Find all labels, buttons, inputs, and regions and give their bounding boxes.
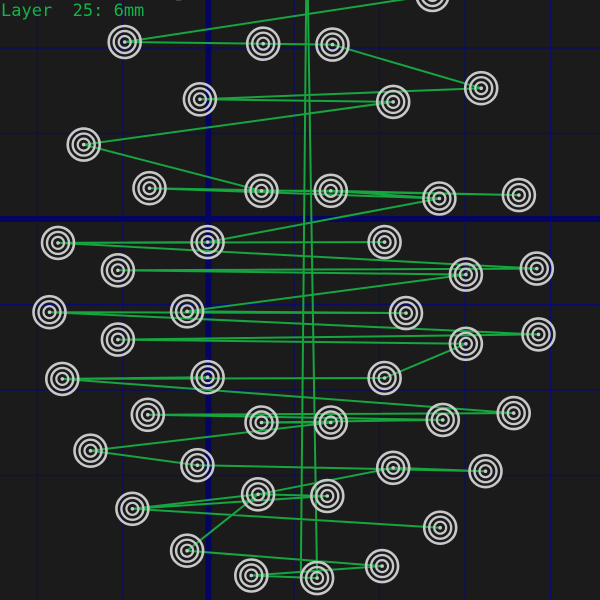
spot-marker (366, 550, 398, 582)
spot-marker (246, 175, 278, 207)
spot-marker (102, 254, 134, 286)
spot-center-dot (391, 100, 395, 104)
spot-marker (311, 480, 343, 512)
spot-center-dot (517, 193, 521, 197)
spot-marker (317, 29, 349, 61)
spot-marker (424, 512, 456, 544)
spot-marker (315, 407, 347, 439)
spot-center-dot (329, 421, 333, 425)
spot-marker (235, 560, 267, 592)
spot-marker (109, 26, 141, 58)
spot-marker (498, 397, 530, 429)
spot-center-dot (260, 421, 264, 425)
spot-marker (521, 253, 553, 285)
spot-center-dot (256, 493, 260, 497)
spot-marker (470, 455, 502, 487)
spot-center-dot (512, 411, 516, 415)
spot-marker (68, 129, 100, 161)
spot-marker (247, 28, 279, 60)
spot-marker (315, 175, 347, 207)
spot-marker (301, 562, 333, 594)
spot-marker (242, 478, 274, 510)
spot-center-dot (260, 189, 264, 193)
spot-marker (184, 83, 216, 115)
spot-marker (423, 183, 455, 215)
spot-center-dot (250, 574, 254, 578)
spot-marker (75, 435, 107, 467)
spot-center-dot (438, 526, 442, 530)
spot-center-dot (380, 564, 384, 568)
spot-center-dot (116, 269, 120, 273)
spot-marker (192, 361, 224, 393)
spot-center-dot (331, 43, 335, 47)
spot-marker (171, 295, 203, 327)
spot-center-dot (206, 240, 210, 244)
spot-marker (181, 449, 213, 481)
spot-center-dot (261, 42, 265, 46)
layer-label: Layer 25: 6mm (1, 1, 145, 21)
spot-marker (390, 297, 422, 329)
spot-center-dot (537, 333, 541, 337)
spot-center-dot (391, 466, 395, 470)
spot-center-dot (329, 189, 333, 193)
spot-marker (134, 172, 166, 204)
spot-marker (369, 362, 401, 394)
spot-marker (132, 399, 164, 431)
spot-marker (450, 259, 482, 291)
spot-marker (377, 86, 409, 118)
spot-center-dot (116, 338, 120, 342)
spot-marker (369, 226, 401, 258)
spot-center-dot (185, 310, 189, 314)
spot-marker (503, 179, 535, 211)
spot-center-dot (383, 240, 387, 244)
spot-center-dot (48, 310, 52, 314)
spot-center-dot (326, 494, 330, 498)
spot-center-dot (315, 576, 319, 580)
spot-center-dot (438, 197, 442, 201)
spot-marker (465, 72, 497, 104)
spot-marker (46, 363, 78, 395)
spot-marker (450, 328, 482, 360)
spot-center-dot (56, 241, 60, 245)
spot-center-dot (383, 376, 387, 380)
spot-center-dot (131, 507, 135, 511)
spot-center-dot (535, 267, 539, 271)
spot-marker (377, 452, 409, 484)
spot-marker (246, 407, 278, 439)
spot-center-dot (464, 342, 468, 346)
spot-center-dot (148, 186, 152, 190)
spot-center-dot (123, 40, 127, 44)
spot-marker (116, 493, 148, 525)
spot-marker (42, 227, 74, 259)
spot-center-dot (196, 463, 200, 467)
spot-center-dot (464, 273, 468, 277)
spot-center-dot (198, 98, 202, 102)
spot-center-dot (479, 86, 483, 90)
spot-marker (523, 318, 555, 350)
spot-center-dot (146, 413, 150, 417)
spot-marker (34, 296, 66, 328)
spot-center-dot (404, 311, 408, 315)
spot-marker (192, 226, 224, 258)
spot-center-dot (89, 449, 93, 453)
spot-center-dot (441, 418, 445, 422)
spot-center-dot (206, 375, 210, 379)
spot-center-dot (484, 469, 488, 473)
spot-marker (427, 404, 459, 436)
spot-center-dot (82, 143, 86, 147)
spot-center-dot (61, 377, 65, 381)
spot-marker (102, 324, 134, 356)
spot-marker (171, 535, 203, 567)
spot-center-dot (185, 549, 189, 553)
